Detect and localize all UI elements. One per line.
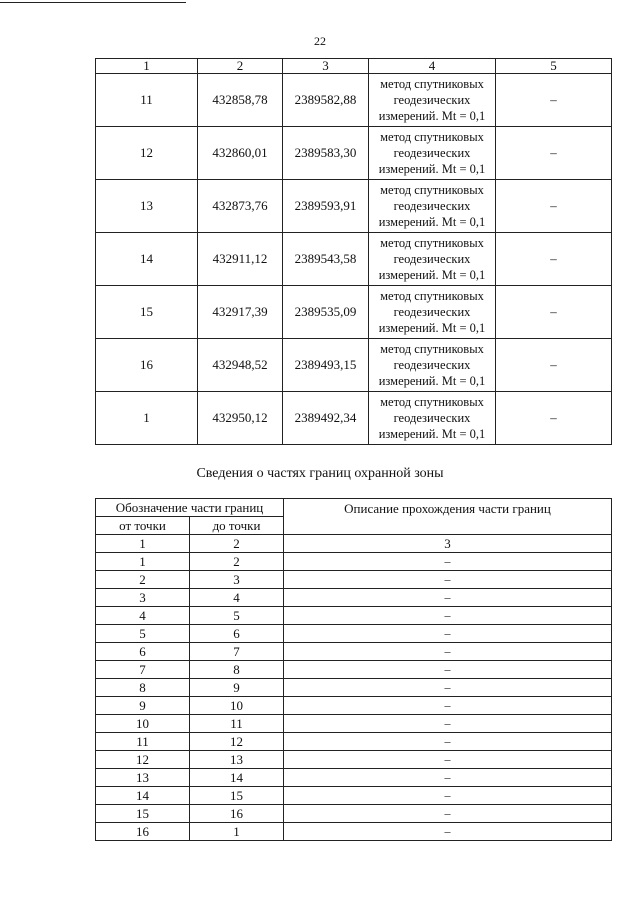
method-line-3: измерений. Mt = 0,1 <box>378 162 486 176</box>
part-description: – <box>284 607 612 625</box>
parts-number-row <box>96 535 612 553</box>
method-line-2: геодезических <box>393 411 471 425</box>
from-point: 8 <box>96 679 190 697</box>
method-line-3: измерений. Mt = 0,1 <box>378 215 486 229</box>
from-point: 15 <box>96 805 190 823</box>
parts-row <box>96 571 612 589</box>
method-line-2: геодезических <box>393 305 471 319</box>
method-line-1: метод спутниковых <box>380 289 484 303</box>
point-number: 1 <box>96 392 198 445</box>
parts-group-header-row <box>96 499 612 517</box>
from-point: 11 <box>96 733 190 751</box>
column-number-2: 2 <box>198 59 283 74</box>
top-rule <box>0 2 186 3</box>
from-point: 3 <box>96 589 190 607</box>
to-point: 6 <box>190 625 284 643</box>
part-description: – <box>284 769 612 787</box>
point-description: – <box>496 74 612 127</box>
from-point: 2 <box>96 571 190 589</box>
coordinates-row <box>96 286 612 339</box>
method-line-1: метод спутниковых <box>380 342 484 356</box>
method-line-3: измерений. Mt = 0,1 <box>378 321 486 335</box>
method-cell <box>369 233 496 286</box>
to-point: 10 <box>190 697 284 715</box>
coordinates-row <box>96 339 612 392</box>
point-description: – <box>496 180 612 233</box>
from-point: 16 <box>96 823 190 841</box>
method-cell <box>369 392 496 445</box>
to-point: 3 <box>190 571 284 589</box>
method-cell <box>369 74 496 127</box>
to-point: 11 <box>190 715 284 733</box>
point-number: 16 <box>96 339 198 392</box>
y-coordinate: 2389492,34 <box>283 392 369 445</box>
to-point: 16 <box>190 805 284 823</box>
to-point: 5 <box>190 607 284 625</box>
method-line-1: метод спутниковых <box>380 236 484 250</box>
parts-row <box>96 589 612 607</box>
parts-row <box>96 715 612 733</box>
group-header: Обозначение части границ <box>96 499 284 517</box>
page-number: 22 <box>314 34 326 48</box>
coordinates-row <box>96 233 612 286</box>
y-coordinate: 2389593,91 <box>283 180 369 233</box>
part-description: – <box>284 697 612 715</box>
from-point: 7 <box>96 661 190 679</box>
column-number-4: 4 <box>369 59 496 74</box>
point-number: 11 <box>96 74 198 127</box>
x-coordinate: 432950,12 <box>198 392 283 445</box>
to-point: 13 <box>190 751 284 769</box>
from-point: 9 <box>96 697 190 715</box>
column-number-5: 5 <box>496 59 612 74</box>
parts-row <box>96 805 612 823</box>
column-number-1: 1 <box>96 59 198 74</box>
to-point-header: до точки <box>190 517 284 535</box>
parts-row <box>96 697 612 715</box>
method-line-1: метод спутниковых <box>380 183 484 197</box>
point-description: – <box>496 127 612 180</box>
to-point: 4 <box>190 589 284 607</box>
from-point: 13 <box>96 769 190 787</box>
parts-row <box>96 769 612 787</box>
to-point: 9 <box>190 679 284 697</box>
parts-row <box>96 787 612 805</box>
point-number: 12 <box>96 127 198 180</box>
method-line-3: измерений. Mt = 0,1 <box>378 268 486 282</box>
y-coordinate: 2389493,15 <box>283 339 369 392</box>
section-title: Сведения о частях границ охранной зоны <box>196 466 444 481</box>
part-description: – <box>284 661 612 679</box>
to-point: 8 <box>190 661 284 679</box>
x-coordinate: 432948,52 <box>198 339 283 392</box>
to-point: 14 <box>190 769 284 787</box>
from-point: 6 <box>96 643 190 661</box>
method-line-1: метод спутниковых <box>380 77 484 91</box>
part-description: – <box>284 589 612 607</box>
point-number: 14 <box>96 233 198 286</box>
to-point: 12 <box>190 733 284 751</box>
part-description: – <box>284 625 612 643</box>
part-description: – <box>284 715 612 733</box>
point-description: – <box>496 339 612 392</box>
point-description: – <box>496 233 612 286</box>
part-description: – <box>284 679 612 697</box>
point-number: 13 <box>96 180 198 233</box>
method-cell <box>369 127 496 180</box>
from-point: 5 <box>96 625 190 643</box>
part-description: – <box>284 553 612 571</box>
method-line-3: измерений. Mt = 0,1 <box>378 374 486 388</box>
parts-row <box>96 643 612 661</box>
boundary-parts-table <box>95 498 612 841</box>
method-cell <box>369 286 496 339</box>
part-description: – <box>284 823 612 841</box>
column-number-2: 2 <box>190 535 284 553</box>
coordinates-table <box>95 58 612 445</box>
coordinates-row <box>96 180 612 233</box>
from-point: 1 <box>96 553 190 571</box>
part-description: – <box>284 787 612 805</box>
point-description: – <box>496 392 612 445</box>
description-header: Описание прохождения части границ <box>284 499 612 535</box>
y-coordinate: 2389582,88 <box>283 74 369 127</box>
method-line-3: измерений. Mt = 0,1 <box>378 427 486 441</box>
parts-row <box>96 607 612 625</box>
method-line-3: измерений. Mt = 0,1 <box>378 109 486 123</box>
parts-row <box>96 751 612 769</box>
x-coordinate: 432858,78 <box>198 74 283 127</box>
parts-row <box>96 679 612 697</box>
method-cell <box>369 180 496 233</box>
to-point: 2 <box>190 553 284 571</box>
point-number: 15 <box>96 286 198 339</box>
x-coordinate: 432911,12 <box>198 233 283 286</box>
column-number-3: 3 <box>284 535 612 553</box>
coordinates-row <box>96 74 612 127</box>
from-point: 10 <box>96 715 190 733</box>
parts-row <box>96 553 612 571</box>
to-point: 15 <box>190 787 284 805</box>
method-line-2: геодезических <box>393 199 471 213</box>
x-coordinate: 432873,76 <box>198 180 283 233</box>
part-description: – <box>284 805 612 823</box>
part-description: – <box>284 571 612 589</box>
from-point-header: от точки <box>96 517 190 535</box>
method-line-2: геодезических <box>393 358 471 372</box>
parts-row <box>96 733 612 751</box>
method-line-2: геодезических <box>393 146 471 160</box>
column-number-1: 1 <box>96 535 190 553</box>
parts-row <box>96 625 612 643</box>
method-cell <box>369 339 496 392</box>
method-line-1: метод спутниковых <box>380 395 484 409</box>
column-number-3: 3 <box>283 59 369 74</box>
method-line-1: метод спутниковых <box>380 130 484 144</box>
coordinates-row <box>96 392 612 445</box>
coordinates-header-row <box>96 59 612 74</box>
x-coordinate: 432860,01 <box>198 127 283 180</box>
parts-row <box>96 661 612 679</box>
y-coordinate: 2389535,09 <box>283 286 369 339</box>
point-description: – <box>496 286 612 339</box>
from-point: 12 <box>96 751 190 769</box>
parts-row <box>96 823 612 841</box>
x-coordinate: 432917,39 <box>198 286 283 339</box>
method-line-2: геодезических <box>393 93 471 107</box>
part-description: – <box>284 733 612 751</box>
to-point: 7 <box>190 643 284 661</box>
to-point: 1 <box>190 823 284 841</box>
method-line-2: геодезических <box>393 252 471 266</box>
part-description: – <box>284 751 612 769</box>
coordinates-row <box>96 127 612 180</box>
y-coordinate: 2389583,30 <box>283 127 369 180</box>
part-description: – <box>284 643 612 661</box>
from-point: 14 <box>96 787 190 805</box>
from-point: 4 <box>96 607 190 625</box>
y-coordinate: 2389543,58 <box>283 233 369 286</box>
